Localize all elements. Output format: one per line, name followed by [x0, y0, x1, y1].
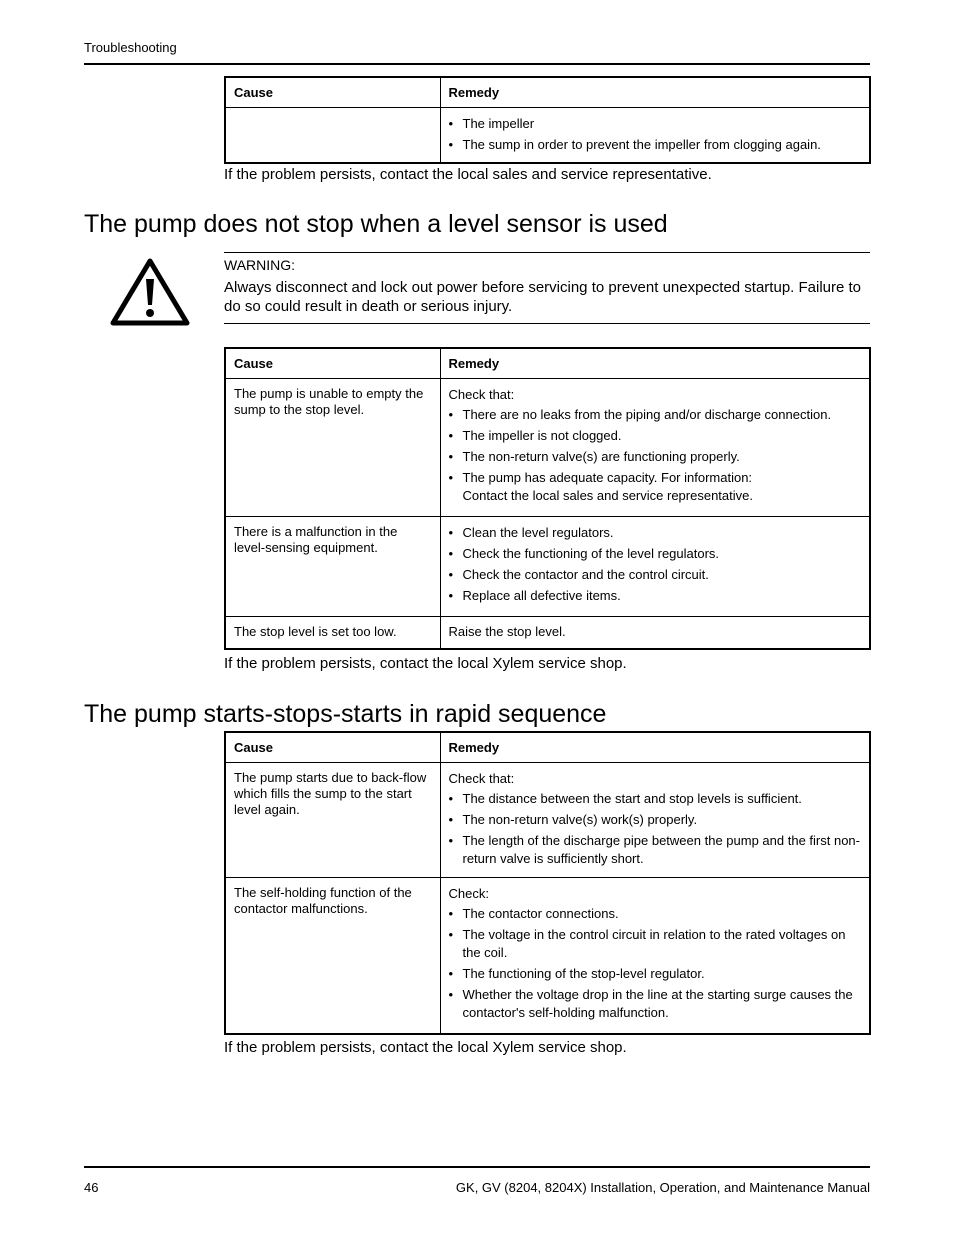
table-header-row: [225, 348, 870, 379]
table-header-row: [225, 732, 870, 763]
table-row: [225, 517, 870, 617]
cause-column-header: Cause: [225, 77, 440, 108]
remedy-cell: Raise the stop level.: [440, 617, 870, 650]
cause-column-header: Cause: [225, 732, 440, 763]
remedy-item: • The impeller is not clogged.: [449, 427, 862, 445]
remedy-cell: [440, 108, 870, 164]
remedy-item: • Whether the voltage drop in the line at the starting surge causes the contactor's self-holding malfunction.: [449, 986, 862, 1022]
remedy-item: • There are no leaks from the piping and/or discharge connection.: [449, 406, 862, 424]
troubleshooting-table-continued: [224, 76, 871, 164]
page-number: 46: [84, 1180, 99, 1195]
cause-cell: The self-holding function of the contactor malfunctions.: [225, 878, 440, 1034]
remedy-item: • The functioning of the stop-level regulator.: [449, 965, 862, 983]
remedy-cell: [440, 763, 870, 878]
table-note: If the problem persists, contact the local Xylem service shop.: [224, 1039, 627, 1056]
warning-bottom-rule: [224, 323, 870, 324]
cause-cell: The pump starts due to back-flow which fills the sump to the start level again.: [225, 763, 440, 878]
remedy-subnote: Contact the local sales and service representative.: [462, 488, 753, 503]
section-heading: The pump starts-stops-starts in rapid sequence: [84, 700, 607, 728]
remedy-item: • The voltage in the control circuit in relation to the rated voltages on the coil.: [449, 926, 862, 962]
remedy-intro: Check:: [448, 886, 489, 901]
footer-rule: [84, 1166, 870, 1168]
table-row: [225, 379, 870, 517]
remedy-item: • Replace all defective items.: [449, 587, 862, 605]
running-header: Troubleshooting: [84, 40, 177, 55]
table-note: If the problem persists, contact the local sales and service representative.: [224, 166, 712, 183]
remedy-column-header: Remedy: [440, 77, 870, 108]
remedy-item: • The pump has adequate capacity. For information:: [449, 469, 862, 487]
table-row: [225, 617, 870, 650]
document-title: GK, GV (8204, 8204X) Installation, Operation, and Maintenance Manual: [455, 1180, 870, 1195]
table-row: [225, 108, 870, 164]
warning-text: Always disconnect and lock out power before servicing to prevent unexpected startup. Failure to do so could result in death or serious injury.: [224, 279, 862, 315]
remedy-cell: [440, 878, 870, 1034]
troubleshooting-table-rapid-sequence: [224, 731, 871, 1035]
remedy-item: • The distance between the start and stop levels is sufficient.: [449, 790, 862, 808]
remedy-item: • Check the functioning of the level regulators.: [449, 545, 862, 563]
cause-column-header: Cause: [225, 348, 440, 379]
remedy-item: • Clean the level regulators.: [449, 524, 862, 542]
header-rule: [84, 63, 870, 65]
cause-cell: The stop level is set too low.: [225, 617, 440, 650]
remedy-cell: [440, 517, 870, 617]
remedy-column-header: Remedy: [440, 348, 870, 379]
table-row: [225, 763, 870, 878]
remedy-item: • Check the contactor and the control circuit.: [449, 566, 862, 584]
remedy-cell: [440, 379, 870, 517]
remedy-column-header: Remedy: [440, 732, 870, 763]
cause-cell: There is a malfunction in the level-sensing equipment.: [225, 517, 440, 617]
cause-cell: The pump is unable to empty the sump to the stop level.: [225, 379, 440, 517]
section-heading: The pump does not stop when a level sensor is used: [84, 210, 668, 238]
warning-title: WARNING:: [224, 257, 296, 273]
remedy-item: • The length of the discharge pipe between the pump and the first non-return valve is sufficiently short.: [449, 832, 862, 868]
remedy-item: • The non-return valve(s) work(s) properly.: [449, 811, 862, 829]
warning-triangle-icon: [110, 257, 190, 327]
remedy-item: • The impeller: [449, 115, 862, 133]
remedy-item: • The sump in order to prevent the impeller from clogging again.: [449, 136, 862, 154]
warning-top-rule: [224, 252, 870, 253]
table-header-row: [225, 77, 870, 108]
table-row: [225, 878, 870, 1034]
cause-cell: [225, 108, 440, 164]
troubleshooting-table-level-sensor: [224, 347, 871, 650]
table-note: If the problem persists, contact the local Xylem service shop.: [224, 655, 627, 672]
remedy-intro: Check that:: [448, 771, 515, 786]
remedy-item: • The non-return valve(s) are functioning properly.: [449, 448, 862, 466]
remedy-item: • The contactor connections.: [449, 905, 862, 923]
remedy-intro: Check that:: [448, 387, 515, 402]
